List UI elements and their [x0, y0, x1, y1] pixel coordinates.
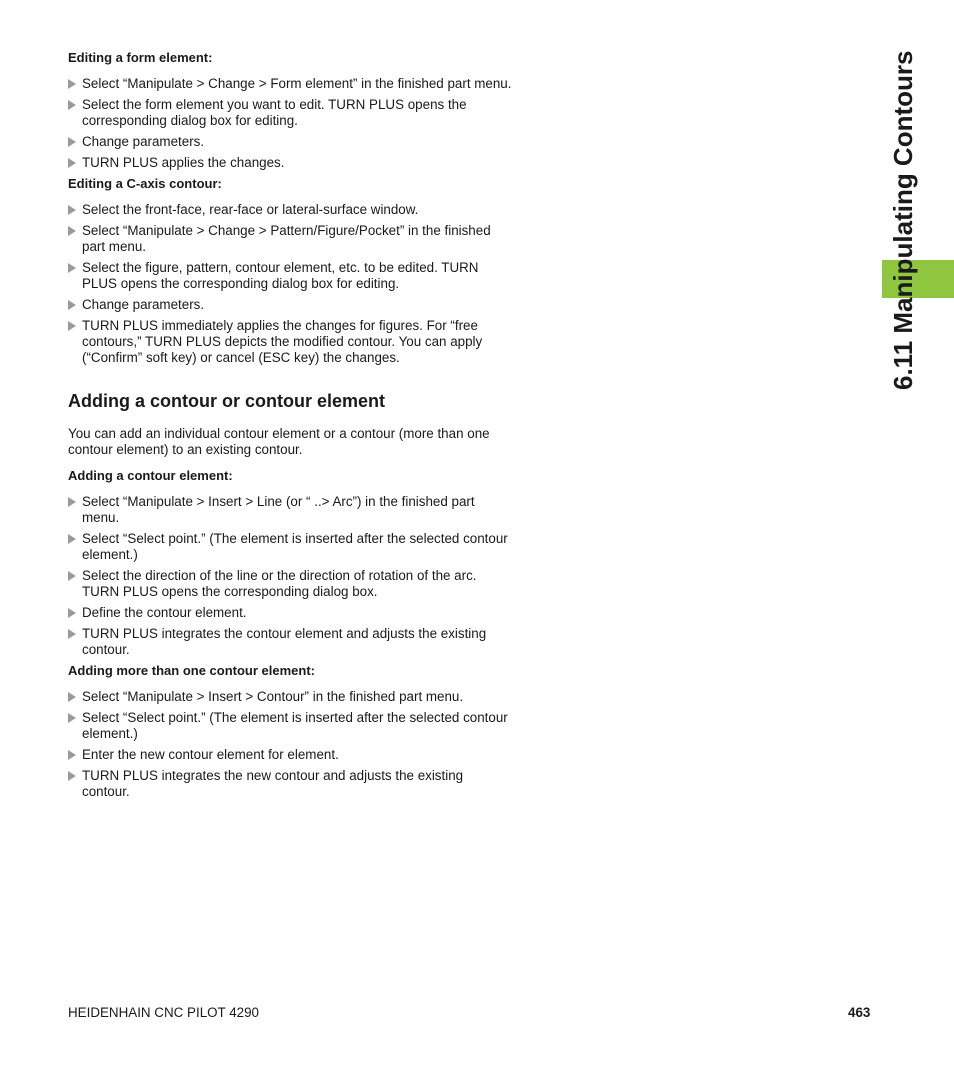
triangle-bullet-icon [68, 608, 76, 618]
list-item [68, 134, 513, 150]
section-title-adding: Adding a contour or contour element [68, 391, 386, 411]
triangle-bullet-icon [68, 137, 76, 147]
triangle-bullet-icon [68, 100, 76, 110]
list-edit-form [68, 76, 513, 171]
list-item-text: Select “Select point.” (The element is inserted after the selected contour element.) [82, 531, 508, 562]
list-item-text: Change parameters. [82, 134, 205, 149]
list-item [68, 710, 513, 742]
heading-edit-caxis: Editing a C-axis contour: [68, 176, 222, 191]
list-item-text: Select “Manipulate > Change > Form element” in the finished part menu. [82, 76, 512, 91]
heading-edit-form: Editing a form element: [68, 50, 213, 65]
page-number: 463 [848, 1005, 871, 1020]
triangle-bullet-icon [68, 300, 76, 310]
triangle-bullet-icon [68, 534, 76, 544]
list-item [68, 155, 513, 171]
triangle-bullet-icon [68, 497, 76, 507]
list-item [68, 297, 513, 313]
list-item-text: Select the figure, pattern, contour element, etc. to be edited. TURN PLUS opens the corresponding dialog box for editing. [82, 260, 479, 291]
list-item-text: Select the front-face, rear-face or lateral-surface window. [82, 202, 419, 217]
triangle-bullet-icon [68, 771, 76, 781]
heading-add-multiple: Adding more than one contour element: [68, 663, 316, 678]
list-item-text: Enter the new contour element for element. [82, 747, 339, 762]
list-item-text: Change parameters. [82, 297, 205, 312]
triangle-bullet-icon [68, 692, 76, 702]
list-item-text: Select “Manipulate > Insert > Contour” in the finished part menu. [82, 689, 464, 704]
list-item [68, 689, 513, 705]
list-item [68, 223, 513, 255]
list-edit-caxis [68, 202, 513, 366]
footer-product: HEIDENHAIN CNC PILOT 4290 [68, 1005, 259, 1020]
list-item [68, 605, 513, 621]
list-item [68, 747, 513, 763]
triangle-bullet-icon [68, 79, 76, 89]
list-item [68, 768, 513, 800]
list-item-text: TURN PLUS integrates the contour element and adjusts the existing contour. [82, 626, 487, 657]
list-add-element [68, 494, 513, 658]
list-item-text: Select the form element you want to edit. TURN PLUS opens the corresponding dialog box for editing. [82, 97, 467, 128]
triangle-bullet-icon [68, 713, 76, 723]
list-item [68, 568, 513, 600]
triangle-bullet-icon [68, 321, 76, 331]
list-item-text: TURN PLUS integrates the new contour and adjusts the existing contour. [82, 768, 464, 799]
list-item [68, 260, 513, 292]
triangle-bullet-icon [68, 158, 76, 168]
list-item-text: Define the contour element. [82, 605, 247, 620]
chapter-title: 6.11 Manipulating Contours [888, 50, 918, 390]
triangle-bullet-icon [68, 205, 76, 215]
list-item [68, 202, 513, 218]
list-item [68, 626, 513, 658]
list-item-text: Select “Manipulate > Change > Pattern/Figure/Pocket” in the finished part menu. [82, 223, 491, 254]
triangle-bullet-icon [68, 629, 76, 639]
triangle-bullet-icon [68, 571, 76, 581]
list-item [68, 76, 513, 92]
list-item [68, 494, 513, 526]
list-item [68, 318, 513, 366]
list-item-text: TURN PLUS applies the changes. [82, 155, 285, 170]
list-item-text: Select “Select point.” (The element is inserted after the selected contour element.) [82, 710, 508, 741]
triangle-bullet-icon [68, 750, 76, 760]
main-content [68, 50, 513, 805]
list-item-text: Select the direction of the line or the direction of rotation of the arc. TURN PLUS opens the corresponding dialog box. [82, 568, 477, 599]
heading-add-element: Adding a contour element: [68, 468, 233, 483]
list-add-multiple [68, 689, 513, 800]
list-item [68, 531, 513, 563]
intro-paragraph: You can add an individual contour element or a contour (more than one contour element) to an existing contour. [68, 426, 490, 457]
triangle-bullet-icon [68, 226, 76, 236]
list-item-text: Select “Manipulate > Insert > Line (or “ ..> Arc”) in the finished part menu. [82, 494, 475, 525]
list-item-text: TURN PLUS immediately applies the changes for figures. For “free contours,” TURN PLUS depicts the modified contour. You can apply (“Confirm” soft key) or cancel (ESC key) the changes. [82, 318, 483, 365]
list-item [68, 97, 513, 129]
triangle-bullet-icon [68, 263, 76, 273]
